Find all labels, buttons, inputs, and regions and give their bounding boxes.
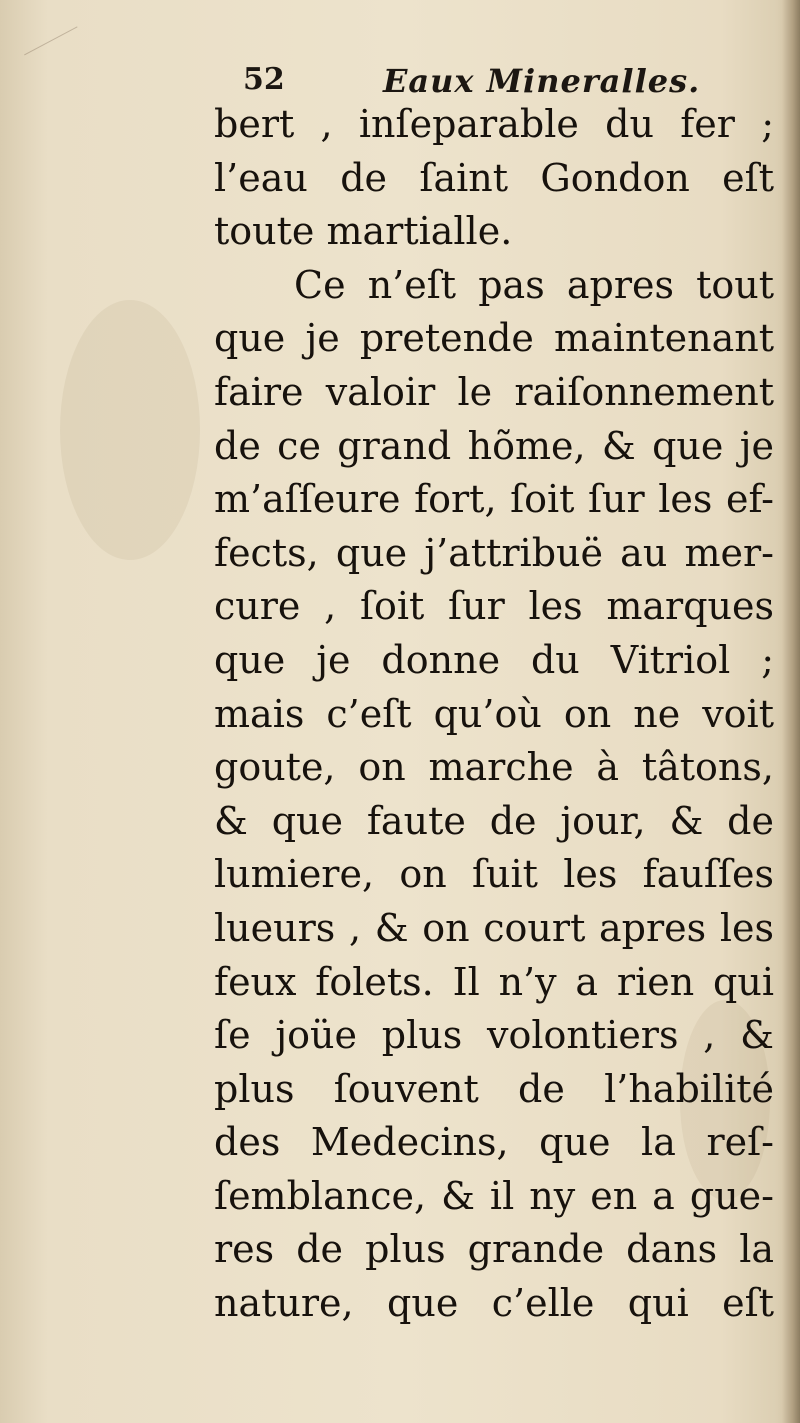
text-line: mais c’eſt qu’où on ne voit [214,691,774,736]
paper-stain [60,300,200,560]
text-line: bert , inſeparable du fer ; [214,102,774,146]
text-line: que je pretende maintenant [214,316,774,361]
text-line: de ce grand hõme, & que je [214,423,774,468]
text-line: l’eau de ſaint Gondon eſt [214,155,774,200]
text-line: goute, on marche à tâtons, [214,745,774,790]
text-line: res de plus grande dans la [214,1227,774,1272]
text-line: que je donne du Vitriol ; [214,637,774,682]
page-number: 52 [243,62,285,97]
text-line: nature, que c’elle qui eſt [214,1281,774,1326]
text-line: cure , ſoit ſur les marques [214,584,774,629]
running-title: Eaux Mineralles. [383,62,701,100]
body-text [214,98,774,1331]
text-line: lueurs , & on court apres les [214,905,774,950]
text-line: ſe joüe plus volontiers , & [214,1013,774,1058]
text-line: faire valoir le raiſonnement [214,369,774,414]
text-line: toute martialle. [214,209,513,254]
text-line: feux folets. Il n’y a rien qui [214,959,774,1004]
text-line: fects, que j’attribuë au mer- [214,530,774,575]
text-line: lumiere, on ſuit les fauſſes [214,852,774,897]
page-edge-shadow [782,0,800,1423]
text-line: ſemblance, & il ny en a gue- [214,1173,774,1218]
corner-fold-mark [10,0,78,55]
text-line: plus ſouvent de l’habilité [214,1066,774,1111]
text-line: des Medecins, que la reſ- [214,1120,774,1165]
text-line: & que faute de jour, & de [214,798,774,843]
text-line: m’aſſeure fort, ſoit ſur les ef- [214,477,774,522]
text-line: Ce n’eſt pas apres tout [294,262,774,307]
